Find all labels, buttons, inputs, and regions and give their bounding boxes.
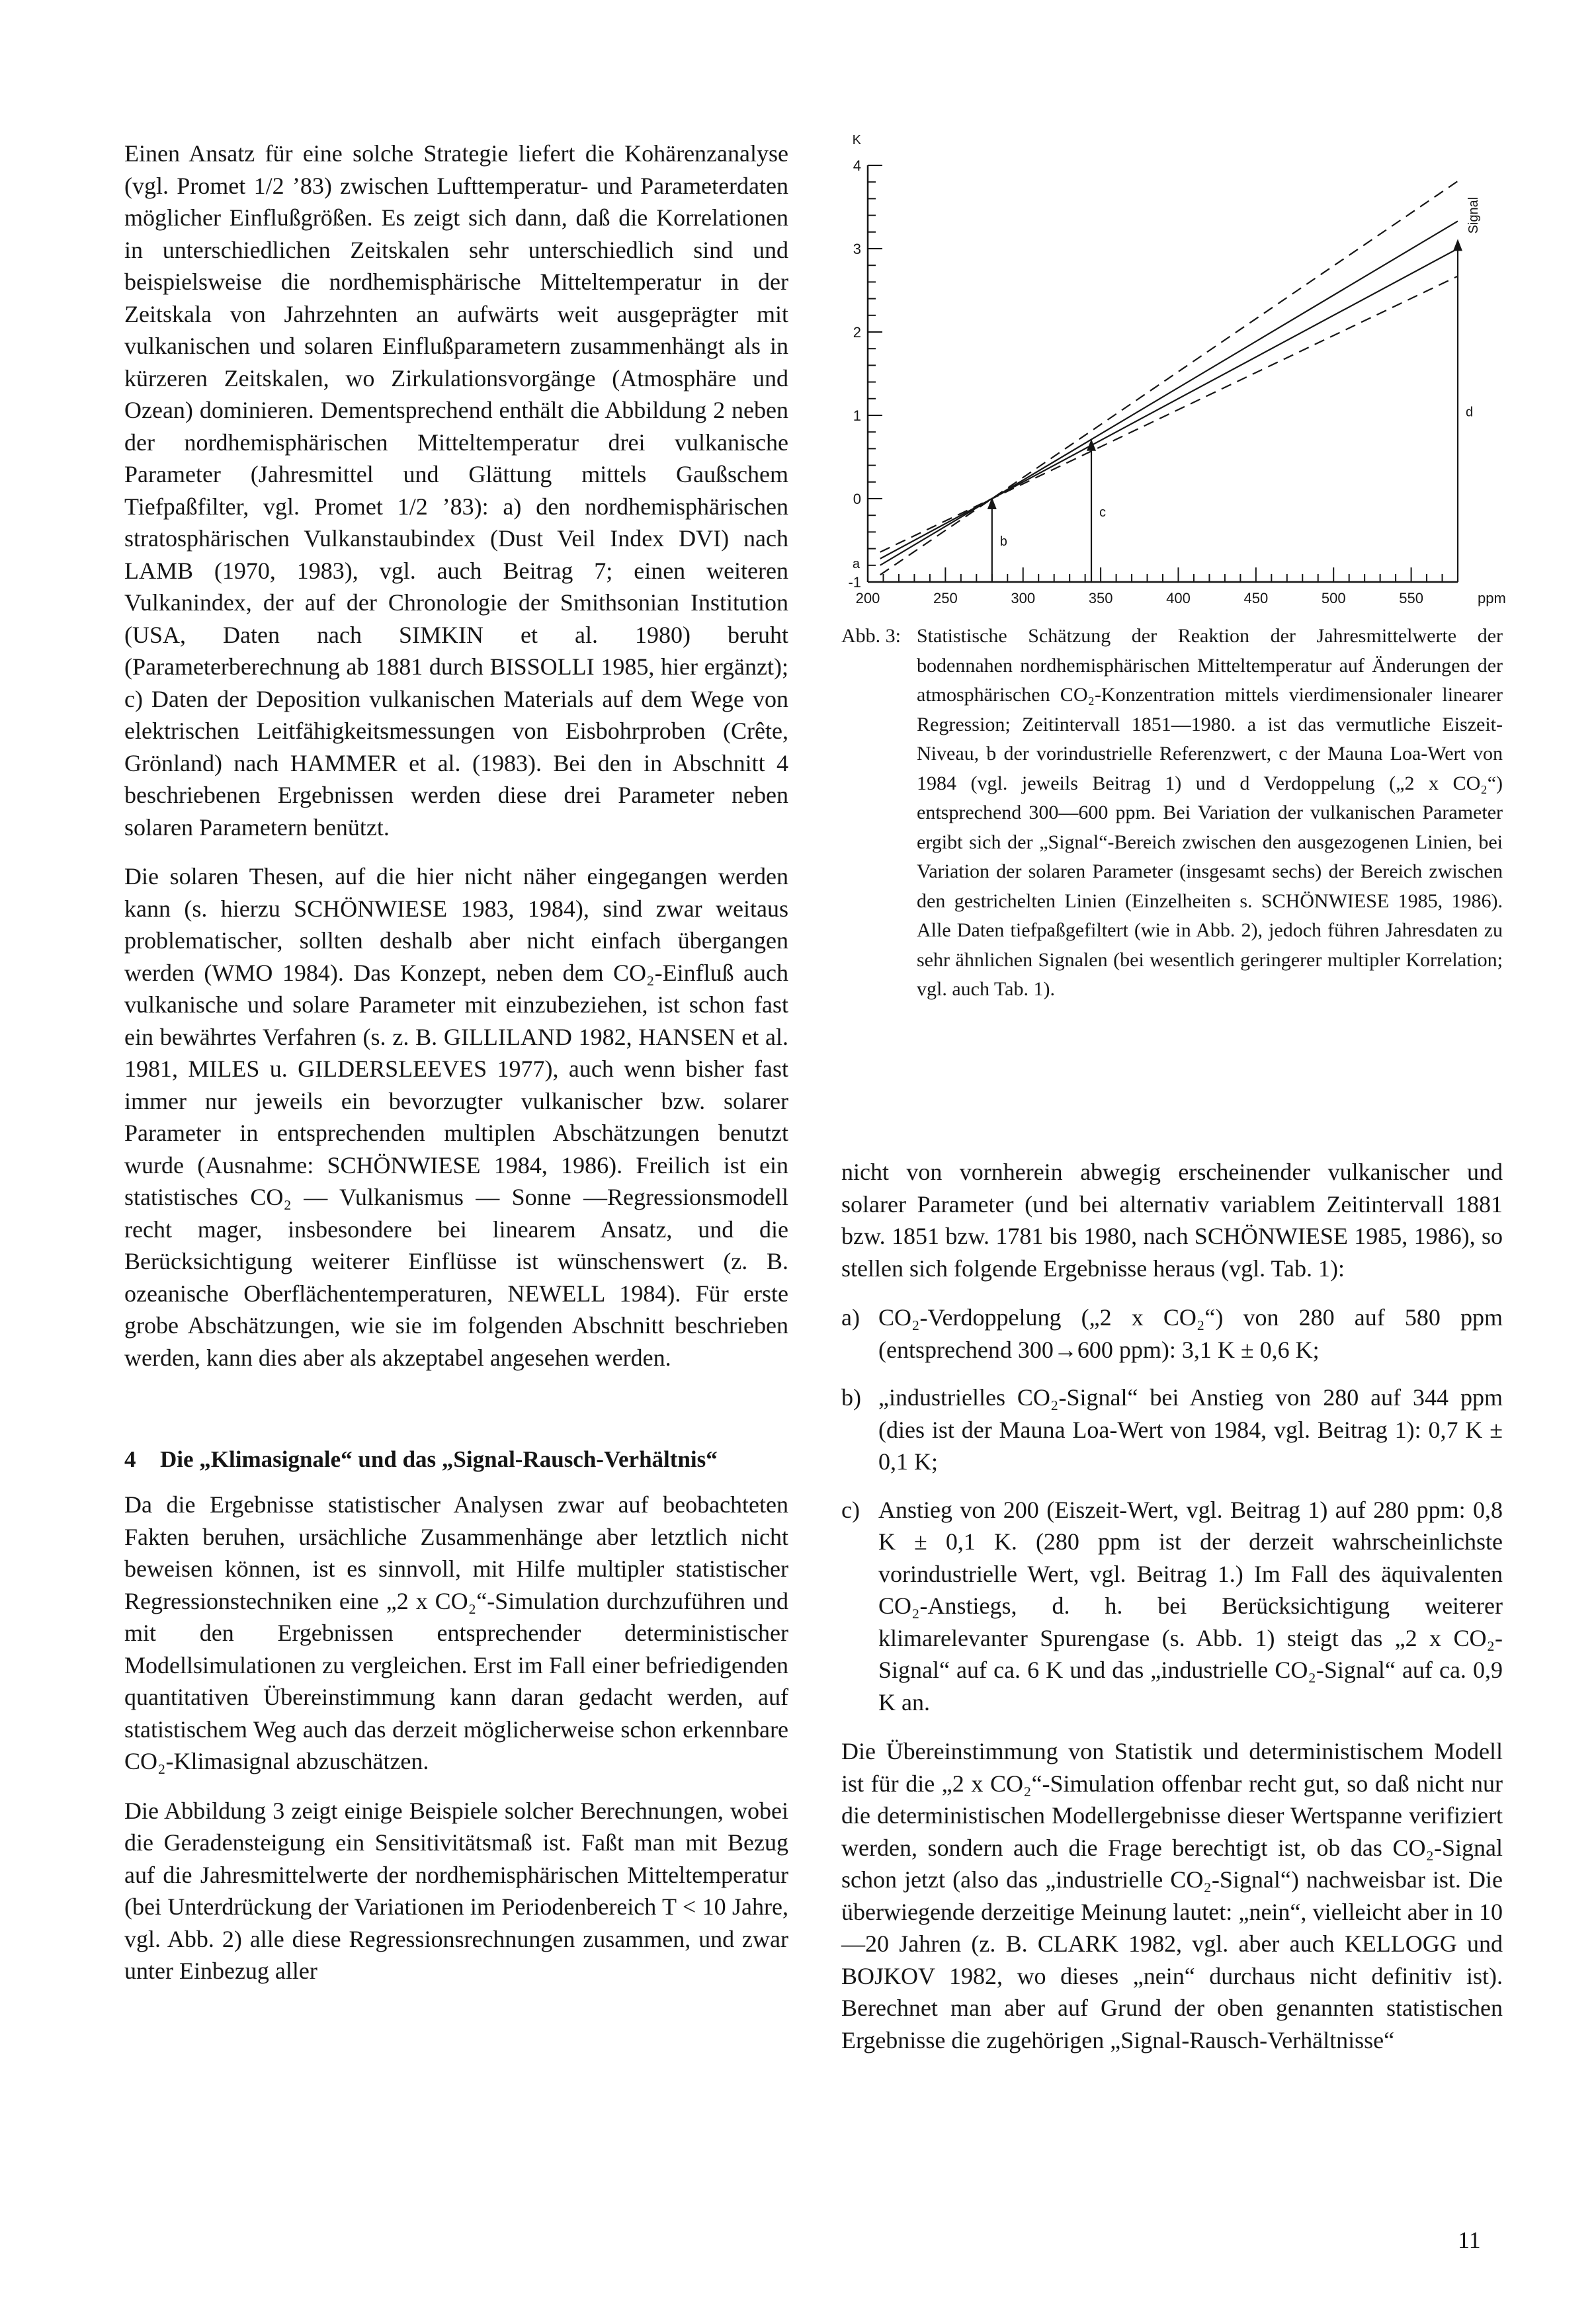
- x-tick-label: 250: [933, 590, 958, 606]
- marker-label: c: [1099, 505, 1107, 520]
- marker-arrowhead: [987, 497, 997, 509]
- solar-range-line: [880, 276, 1458, 552]
- list-item-label: a): [841, 1304, 860, 1331]
- paragraph-coherence-analysis: Einen Ansatz für eine solche Strategie liefert die Kohärenzanalyse (vgl. Promet 1/2 ’83) zwischen Lufttemperatur- und Parameterdaten möglicher Einflußgrößen. Es zeigt sich dann, daß die Korrelationen in unterschiedlichen Zeitskalen sehr unterschiedlich sind und beispielsweise die nordhemisphärische Mitteltemperatur in der Zeitskala von Jahrzehnten an aufwärts weit ausgeprägter mit vulkanischen und solaren Einflußparametern zusammenhängt als in kürzeren Zeitskalen, wo Zirkulationsvorgänge (Atmosphäre und Ozean) dominieren. Dementsprechend enthält die Abbildung 2 neben der nordhemisphärischen Mitteltemperatur drei vulkanische Parameter (Jahresmittel und Glättung mittels Gaußschem Tiefpaßfilter, vgl. Promet 1/2 ’83): a) den nordhemisphärischen stratosphärischen Vulkanstaubindex (Dust Veil Index DVI) nach LAMB (1970, 1983), vgl. auch Beitrag 7; einen weiteren Vulkanindex, der auf der Chronologie der Smithsonian Institution (USA, Daten nach SIMKIN et al. 1980) beruht (Parameterberechnung ab 1881 durch BISSOLLI 1985, hier ergänzt); c) Daten der Deposition vulkanischen Materials auf dem Wege von elektrischen Leitfähigkeitsmessungen von Eisbohrproben (Crête, Grönland) nach HAMMER et al. (1983). Bei den in Abschnitt 4 beschriebenen Ergebnissen werden diese drei Parameter neben solaren Parametern benützt.: [124, 140, 788, 841]
- marker-arrowhead: [1453, 239, 1462, 251]
- y-tick-label: 2: [853, 324, 861, 341]
- y-tick-label: 4: [853, 157, 861, 174]
- figure-caption: [841, 622, 1503, 1005]
- right-column: [841, 1156, 1503, 2073]
- x-tick-label: 300: [1011, 590, 1036, 606]
- paragraph-solar-theses: Die solaren Thesen, auf die hier nicht näher eingegangen werden kann (s. hierzu SCHÖNWIESE 1983, 1984), sind zwar weitaus problematischer, sollten deshalb aber nicht einfach übergangen werden (WMO 1984). Das Konzept, neben dem CO₂-Einfluß auch vulkanische und solare Parameter mit einzubeziehen, ist schon fast ein bewährtes Verfahren (s. z. B. GILLILAND 1982, HANSEN et al. 1981, MILES u. GILDERSLEEVES 1977), auch wenn bisher fast immer nur jeweils ein bevorzugter vulkanischer bzw. solarer Parameter in entsprechenden multiplen Abschätzungen benutzt wurde (Ausnahme: SCHÖNWIESE 1984, 1986). Freilich ist ein statistisches CO₂ — Vulkanismus — Sonne —Regressionsmodell recht mager, insbesondere bei linearem Ansatz, und die Berücksichtigung weiterer Einflüsse ist wünschenswert (z. B. ozeanische Oberflächentemperaturen, NEWELL 1984). Für erste grobe Abschätzungen, wie sie im folgenden Abschnitt beschrieben werden, kann dies aber als akzeptabel angesehen werden.: [124, 863, 788, 1371]
- volcanic-range-line: [880, 249, 1458, 559]
- marker-label: b: [999, 534, 1007, 549]
- x-axis-label: ppm: [1478, 590, 1506, 606]
- list-item: [841, 1302, 1503, 1366]
- chart-svg: [847, 132, 1506, 622]
- signal-label: Signal: [1466, 196, 1481, 234]
- list-item-text: CO₂-Verdoppelung („2 x CO₂“) von 280 auf 580 ppm (entsprechend 300→600 ppm): 3,1 K ± 0,6 K;: [878, 1304, 1503, 1363]
- solar-range-line: [880, 181, 1458, 575]
- list-item-text: Anstieg von 200 (Eiszeit-Wert, vgl. Beitrag 1) auf 280 ppm: 0,8 K ± 0,1 K. (280 ppm ist der derzeit wahrscheinlichste vorindustrielle Wert, vgl. Beitrag 1.) Im Fall des äquivalenten CO₂-Anstiegs, d. h. bei Berücksichtigung weiterer klimarelevanter Spurengase (s. Abb. 1) steigt das „2 x CO₂-Signal“ auf ca. 6 K und das „industrielle CO₂-Signal“ auf ca. 0,9 K an.: [878, 1496, 1503, 1716]
- section-title: Die „Klimasignale“ und das „Signal-Rausch-Verhältnis“: [160, 1446, 718, 1472]
- section-number: 4: [124, 1446, 136, 1472]
- section-heading: [124, 1444, 788, 1475]
- y-tick-label: -1: [848, 574, 861, 591]
- list-item: [841, 1494, 1503, 1719]
- list-item-label: c): [841, 1496, 860, 1523]
- volcanic-range-line: [880, 221, 1458, 565]
- left-column: [124, 138, 788, 2005]
- figure-3-chart: [847, 132, 1506, 622]
- paragraph-figure-reference: Die Abbildung 3 zeigt einige Beispiele solcher Berechnungen, wobei die Geradensteigung ein Sensitivitätsmaß ist. Faßt man mit Bezug auf die Jahresmittelwerte der nordhemisphärischen Mitteltemperatur (bei Unterdrückung der Variationen im Periodenbereich T < 10 Jahre, vgl. Abb. 2) alle diese Regressionsrechnungen zusammen, und zwar unter Einbezug aller: [124, 1797, 788, 1984]
- list-item-text: „industrielles CO₂-Signal“ bei Anstieg von 280 auf 344 ppm (dies ist der Mauna Loa-Wert von 1984, vgl. Beitrag 1): 0,7 K ± 0,1 K;: [878, 1384, 1503, 1475]
- y-axis-label: K: [852, 133, 861, 147]
- x-tick-label: 500: [1321, 590, 1346, 606]
- y-tick-label: 3: [853, 241, 861, 257]
- paragraph-regression-simulation: Da die Ergebnisse statistischer Analysen zwar auf beobachteten Fakten beruhen, ursächliche Zusammenhänge aber letztlich nicht beweisen können, ist es sinnvoll, mit Hilfe multipler statistischer Regressionstechniken eine „2 x CO₂“-Simulation durchzuführen und mit den Ergebnissen entsprechender deterministischer Modellsimulationen zu vergleichen. Erst im Fall einer befriedigenden quantitativen Übereinstimmung kann daran gedacht werden, auf statistischem Weg auch das derzeit möglicherweise schon erkennbare CO₂-Klimasignal abzuschätzen.: [124, 1491, 788, 1774]
- paragraph-model-agreement: Die Übereinstimmung von Statistik und deterministischem Modell ist für die „2 x CO₂“-Simulation offenbar recht gut, so daß nicht nur die deterministischen Modellergebnisse dieser Wertspanne verifiziert werden, sondern auch die Frage berechtigt ist, ob das CO₂-Signal schon jetzt (also das „industrielle CO₂-Signal“) nachweisbar ist. Die überwiegende derzeitige Meinung lautet: „nein“, vielleicht aber in 10—20 Jahren (z. B. CLARK 1982, vgl. aber auch KELLOGG und BOJKOV 1982, wo dieses „nein“ durchaus nicht definitiv ist). Berechnet man aber auf Grund der oben genannten statistischen Ergebnisse die zugehörigen „Signal-Rausch-Verhältnisse“: [841, 1738, 1503, 2053]
- marker-label: a: [852, 556, 860, 571]
- x-tick-label: 350: [1088, 590, 1113, 606]
- marker-label: d: [1466, 405, 1474, 420]
- caption-label: Abb. 3:: [841, 625, 901, 647]
- paragraph-parameter-results: nicht von vornherein abwegig erscheinender vulkanischer und solarer Parameter (und bei alternativ variablem Zeitintervall 1881 bzw. 1851 bzw. 1781 bis 1980, nach SCHÖNWIESE 1985, 1986), so stellen sich folgende Ergebnisse heraus (vgl. Tab. 1):: [841, 1159, 1503, 1282]
- x-tick-label: 400: [1166, 590, 1191, 606]
- x-tick-label: 550: [1399, 590, 1423, 606]
- x-tick-label: 200: [855, 590, 880, 606]
- y-tick-label: 0: [853, 491, 861, 507]
- list-item: [841, 1382, 1503, 1478]
- results-list: [841, 1302, 1503, 1718]
- caption-text: Statistische Schätzung der Reaktion der Jahresmittelwerte der bodennahen nordhemisphärischen Mitteltemperatur auf Änderungen der atmosphärischen CO₂-Konzentration mittels vierdimensionaler linearer Regression; Zeitintervall 1851—1980. a ist das vermutliche Eiszeit-Niveau, b der vorindustrielle Referenzwert, c der Mauna Loa-Wert von 1984 (vgl. jeweils Beitrag 1) und d Verdoppelung („2 x CO₂“) entsprechend 300—600 ppm. Bei Variation der vulkanischen Parameter ergibt sich der „Signal“-Bereich zwischen den ausgezogenen Linien, bei Variation der solaren Parameter (insgesamt sechs) der Bereich zwischen den gestrichelten Linien (Einzelheiten s. SCHÖNWIESE 1985, 1986). Alle Daten tiefpaßgefiltert (wie in Abb. 2), jedoch führen Jahresdaten zu sehr ähnlichen Signalen (bei wesentlich geringerer multipler Korrelation; vgl. auch Tab. 1).: [917, 625, 1503, 1000]
- x-tick-label: 450: [1243, 590, 1269, 606]
- list-item-label: b): [841, 1384, 861, 1411]
- y-tick-label: 1: [853, 407, 861, 424]
- page-number: 11: [1458, 2227, 1481, 2253]
